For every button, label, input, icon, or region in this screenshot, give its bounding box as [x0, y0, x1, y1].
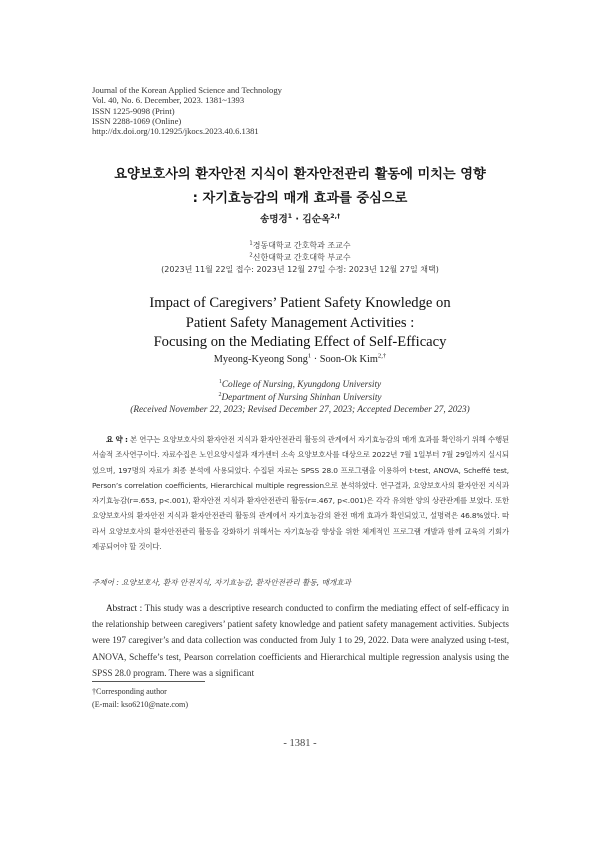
page-number: - 1381 - [283, 738, 317, 749]
english-affiliation-2 [0, 392, 600, 405]
korean-affiliation-2 [0, 252, 600, 264]
english-author-2: Soon-Ok Kim [319, 354, 378, 365]
korean-authors [0, 211, 600, 225]
korean-author-2: 김순옥 [302, 214, 331, 225]
journal-volume: Vol. 40, No. 6. December, 2023. 1381~1393 [92, 95, 245, 106]
english-title-line1: Impact of Caregivers’ Patient Safety Knowledge on [149, 295, 451, 311]
aff-sup: 1 [218, 378, 222, 385]
english-title [0, 294, 600, 353]
english-title-line2: Patient Safety Management Activities : [185, 314, 415, 331]
korean-dates: (2023년 11월 22일 접수: 2023년 12월 27일 수정: 2023년 12월 27일 채택) [161, 265, 439, 274]
aff-sup: 2 [218, 391, 222, 398]
journal-info [92, 85, 282, 136]
aff-sup: 2 [249, 252, 253, 259]
aff-text: 신한대학교 간호대학 부교수 [252, 253, 351, 262]
footnote-email: (E-mail: kso6210@nate.com) [92, 700, 189, 709]
english-author-2-sup: 2,† [377, 352, 387, 360]
korean-title-line1: 요양보호사의 환자안전 지식이 환자안전관리 활동에 미치는 영향 [114, 167, 486, 182]
english-affiliations [0, 379, 600, 417]
korean-abstract-label: 요 약 : [106, 435, 128, 444]
english-abstract-text: This study was a descriptive research conducted to confirm the mediating effect of self-efficacy in the relationship between caregivers’ patient safety knowledge and patient safety management activities. Subjects were 197 caregiver’s and data collection was conducted from July 1 to 29, 2022. Data were analyzed using t-test, ANOVA, Scheffe’s test, Pearson correlation coefficients and Hierarchical multiple regression analysis using the SPSS 28.0 program. There was a significant [92, 603, 509, 678]
korean-author-1: 송명경 [259, 214, 288, 225]
korean-abstract [92, 432, 509, 554]
aff-text: College of Nursing, Kyungdong University [221, 380, 382, 390]
journal-doi[interactable]: http://dx.doi.org/10.12925/jkocs.2023.40.6.1381 [92, 126, 259, 137]
aff-text: Department of Nursing Shinhan University [221, 392, 382, 403]
author-separator: · [311, 354, 320, 365]
english-dates: (Received November 22, 2023; Revised December 27, 2023; Accepted December 27, 2023) [130, 405, 470, 415]
footnote-corresponding: †Corresponding author [92, 687, 167, 696]
journal-name: Journal of the Korean Applied Science and Technology [92, 85, 282, 95]
korean-affiliations [0, 240, 600, 276]
english-title-line3: Focusing on the Mediating Effect of Self-Efficacy [153, 334, 447, 350]
korean-abstract-text: 본 연구는 요양보호사의 환자안전 지식과 환자안전관리 활동의 관계에서 자기효능감의 매개 효과를 확인하기 위해 수행된 서술적 조사연구이다. 자료수집은 노인요양시설과 재가센터 소속 요양보호사를 대상으로 2022년 7월 1일부터 7월 29일까지 실시되었으며, 197명의 자료가 최종 분석에 사용되었다. 수집된 자료는 SPSS 28.0 프로그램을 이용하여 t-test, ANOVA, Scheffé test, Person’s correlation coefficients, Hierarchical multiple regression으로 분석하였다. 연구결과, 요양보호사의 환자안전 지식과 자기효능감(r=.653, p<.001), 환자안전 지식과 환자안전관리 활동(r=.467, p<.001)은 각각 유의한 양의 상관관계를 보였다. 또한 요양보호사의 환자안전 지식과 환자안전관리 활동의 관계에서 자기효능감의 완전 매개 효과가 확인되었고, 설명력은 46.8%였다. 따라서 요양보호사의 환자안전관리 활동을 강화하기 위해서는 자기효능감 향상을 위한 체계적인 프로그램 개발과 함께 교육의 기회가 제공되어야 할 것이다. [92, 435, 510, 552]
korean-affiliation-1 [0, 240, 600, 252]
footnote-divider [92, 681, 205, 682]
aff-sup: 1 [249, 240, 253, 247]
korean-keywords: 주제어 : 요양보호사, 환자 안전지식, 자기효능감, 환자안전관리 활동, 매개효과 [92, 578, 351, 587]
english-authors [0, 354, 600, 365]
korean-title-line2: : 자기효능감의 매개 효과를 중심으로 [192, 191, 408, 206]
korean-author-1-sup: 1 [287, 212, 293, 220]
journal-issn-online: ISSN 2288-1069 (Online) [92, 115, 182, 126]
journal-issn-print: ISSN 1225-9098 (Print) [92, 105, 175, 116]
author-separator: · [292, 214, 303, 225]
footnote [92, 685, 188, 711]
english-abstract [92, 600, 509, 681]
english-affiliation-1 [0, 379, 600, 392]
aff-text: 경동대학교 간호학과 조교수 [252, 241, 351, 250]
korean-title [0, 163, 600, 211]
korean-author-2-sup: 2,† [330, 212, 341, 220]
english-abstract-label: Abstract : [106, 603, 143, 613]
english-author-1: Myeong-Kyeong Song [213, 354, 308, 365]
english-author-1-sup: 1 [307, 352, 312, 360]
